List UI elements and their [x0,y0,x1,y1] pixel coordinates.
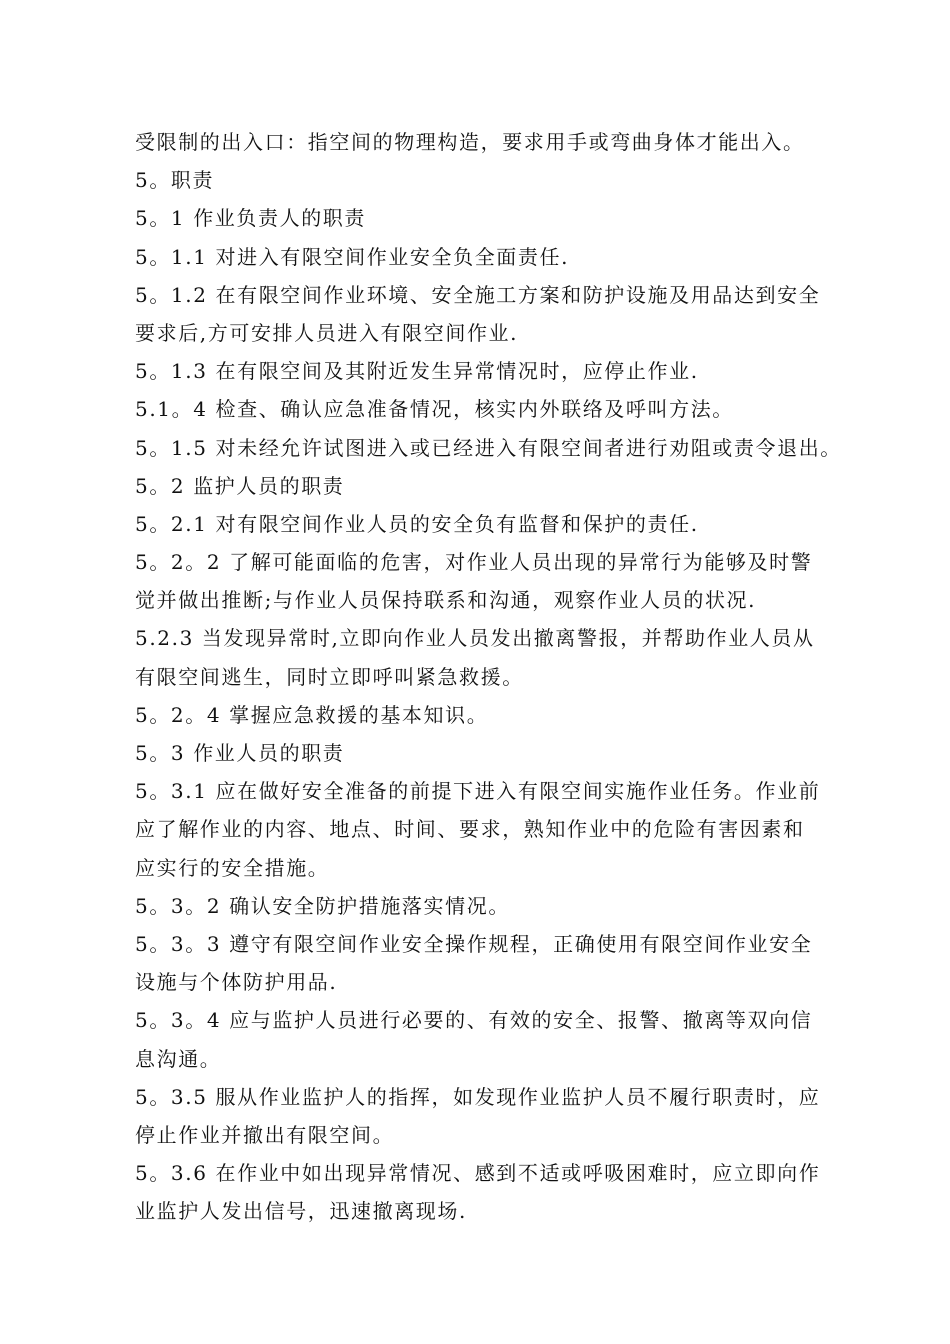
text-line: 停止作业并撤出有限空间。 [135,1122,395,1147]
text-line: 5.1。4 检查、确认应急准备情况，核实内外联络及呼叫方法。 [135,397,734,422]
text-line: 5。1.1 对进入有限空间作业安全负全面责任. [135,244,570,269]
text-line: 5。2。4 掌握应急救援的基本知识。 [135,702,489,727]
text-line: 5。3。2 确认安全防护措施落实情况。 [135,893,510,918]
text-line: 要求后,方可安排人员进入有限空间作业. [135,320,519,345]
text-line: 设施与个体防护用品. [135,970,338,995]
text-line: 5。3。3 遵守有限空间作业安全操作规程，正确使用有限空间作业安全 [135,931,813,956]
text-line: 受限制的出入口：指空间的物理构造，要求用手或弯曲身体才能出入。 [135,130,805,154]
text-line: 5。1.3 在有限空间及其附近发生异常情况时，应停止作业. [135,359,699,384]
text-line: 息沟通。 [135,1046,222,1071]
subsection-heading: 5。3 作业人员的职责 [135,741,345,765]
text-line: 觉并做出推断;与作业人员保持联系和沟通，观察作业人员的状况. [135,588,757,613]
text-line: 5。3.5 服从作业监护人的指挥，如发现作业监护人员不履行职责时，应 [135,1084,821,1109]
text-line: 5。1.5 对未经允许试图进入或已经进入有限空间者进行劝阻或责令退出。 [135,435,842,460]
text-line: 5。3。4 应与监护人员进行必要的、有效的安全、报警、撤离等双向信 [135,1008,813,1033]
subsection-heading: 5。2 监护人员的职责 [135,473,345,498]
section-heading: 5。职责 [135,168,215,193]
text-line: 应实行的安全措施。 [135,855,330,880]
text-line: 应了解作业的内容、地点、时间、要求，熟知作业中的危险有害因素和 [135,817,805,842]
text-line: 5。2。2 了解可能面临的危害，对作业人员出现的异常行为能够及时警 [135,550,813,575]
text-line: 5。1.2 在有限空间作业环境、安全施工方案和防护设施及用品达到安全 [135,282,821,307]
text-line: 有限空间逃生，同时立即呼叫紧急救援。 [135,664,524,689]
subsection-heading: 5。1 作业负责人的职责 [135,206,367,231]
text-line: 5.2.3 当发现异常时,立即向作业人员发出撤离警报，并帮助作业人员从 [135,626,815,651]
text-line: 5。2.1 对有限空间作业人员的安全负有监督和保护的责任. [135,511,699,536]
document-body [135,123,847,1230]
text-line: 业监护人发出信号，迅速撤离现场. [135,1199,467,1224]
text-line: 5。3.6 在作业中如出现异常情况、感到不适或呼吸困难时，应立即向作 [135,1161,821,1186]
text-line: 5。3.1 应在做好安全准备的前提下进入有限空间实施作业任务。作业前 [135,779,821,804]
